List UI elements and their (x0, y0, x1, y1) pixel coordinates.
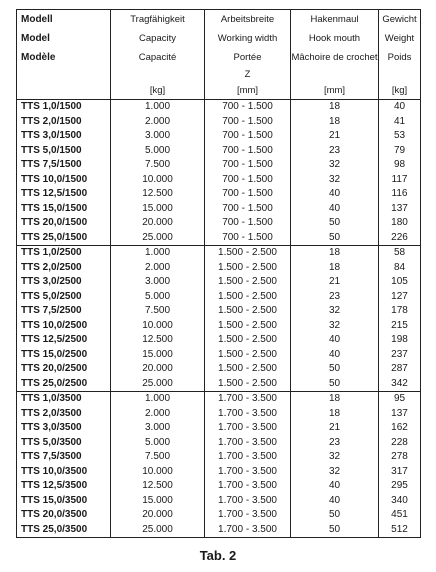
spec-table (16, 9, 421, 538)
group-1500 (17, 100, 421, 246)
cell-hook: 40 (291, 202, 379, 217)
cell-width: 700 - 1.500 (205, 129, 291, 144)
header-capacity-en: Capacity (111, 29, 205, 48)
cell-model: TTS 2,0/2500 (17, 261, 111, 276)
cell-width: 1.500 - 2.500 (205, 348, 291, 363)
cell-weight: 41 (379, 115, 421, 130)
cell-capacity: 25.000 (111, 377, 205, 392)
cell-capacity: 12.500 (111, 479, 205, 494)
cell-capacity: 25.000 (111, 523, 205, 538)
cell-model: TTS 12,5/3500 (17, 479, 111, 494)
header-z-blank-4 (379, 67, 421, 83)
table-row (17, 508, 421, 523)
cell-capacity: 12.500 (111, 333, 205, 348)
cell-hook: 23 (291, 290, 379, 305)
cell-model: TTS 20,0/1500 (17, 216, 111, 231)
cell-model: TTS 15,0/2500 (17, 348, 111, 363)
cell-hook: 18 (291, 407, 379, 422)
cell-width: 700 - 1.500 (205, 202, 291, 217)
cell-capacity: 20.000 (111, 362, 205, 377)
cell-model: TTS 25,0/1500 (17, 231, 111, 246)
header-width-fr: Portée (205, 48, 291, 67)
cell-model: TTS 3,0/3500 (17, 421, 111, 436)
header-width-en: Working width (205, 29, 291, 48)
header-model-fr: Modèle (17, 48, 111, 67)
table-row (17, 144, 421, 159)
cell-hook: 40 (291, 187, 379, 202)
cell-model: TTS 7,5/3500 (17, 450, 111, 465)
cell-capacity: 1.000 (111, 246, 205, 261)
cell-model: TTS 12,5/1500 (17, 187, 111, 202)
cell-model: TTS 1,0/3500 (17, 392, 111, 407)
table-row (17, 115, 421, 130)
cell-weight: 215 (379, 319, 421, 334)
cell-hook: 21 (291, 275, 379, 290)
cell-weight: 79 (379, 144, 421, 159)
table-row (17, 392, 421, 407)
unit-weight: [kg] (379, 83, 421, 100)
cell-weight: 340 (379, 494, 421, 509)
cell-hook: 21 (291, 421, 379, 436)
cell-model: TTS 3,0/2500 (17, 275, 111, 290)
cell-capacity: 10.000 (111, 319, 205, 334)
cell-hook: 40 (291, 479, 379, 494)
cell-hook: 32 (291, 465, 379, 480)
cell-weight: 342 (379, 377, 421, 392)
cell-weight: 317 (379, 465, 421, 480)
cell-weight: 237 (379, 348, 421, 363)
cell-capacity: 3.000 (111, 275, 205, 290)
cell-width: 1.500 - 2.500 (205, 362, 291, 377)
cell-capacity: 7.500 (111, 304, 205, 319)
cell-capacity: 10.000 (111, 173, 205, 188)
table-row (17, 421, 421, 436)
cell-model: TTS 7,5/2500 (17, 304, 111, 319)
cell-capacity: 20.000 (111, 508, 205, 523)
cell-width: 1.700 - 3.500 (205, 450, 291, 465)
cell-model: TTS 2,0/1500 (17, 115, 111, 130)
header-weight-fr: Poids (379, 48, 421, 67)
cell-model: TTS 1,0/2500 (17, 246, 111, 261)
cell-width: 1.500 - 2.500 (205, 290, 291, 305)
cell-weight: 95 (379, 392, 421, 407)
cell-width: 700 - 1.500 (205, 144, 291, 159)
cell-width: 1.700 - 3.500 (205, 508, 291, 523)
table-row (17, 187, 421, 202)
table-header (17, 10, 421, 100)
cell-hook: 18 (291, 261, 379, 276)
cell-width: 1.500 - 2.500 (205, 246, 291, 261)
cell-hook: 50 (291, 362, 379, 377)
table-row (17, 100, 421, 115)
group-3500 (17, 392, 421, 538)
table-caption: Tab. 2 (199, 548, 237, 563)
table-row (17, 407, 421, 422)
cell-capacity: 5.000 (111, 144, 205, 159)
cell-width: 1.700 - 3.500 (205, 494, 291, 509)
cell-hook: 40 (291, 494, 379, 509)
cell-capacity: 15.000 (111, 348, 205, 363)
cell-hook: 32 (291, 319, 379, 334)
cell-width: 1.700 - 3.500 (205, 465, 291, 480)
cell-capacity: 2.000 (111, 115, 205, 130)
cell-capacity: 1.000 (111, 392, 205, 407)
table-row (17, 450, 421, 465)
cell-weight: 116 (379, 187, 421, 202)
cell-hook: 32 (291, 450, 379, 465)
cell-capacity: 15.000 (111, 494, 205, 509)
cell-weight: 117 (379, 173, 421, 188)
table-row (17, 333, 421, 348)
unit-width: [mm] (205, 83, 291, 100)
table-row (17, 158, 421, 173)
cell-model: TTS 5,0/3500 (17, 436, 111, 451)
header-width-de: Arbeitsbreite (205, 10, 291, 30)
cell-model: TTS 7,5/1500 (17, 158, 111, 173)
cell-weight: 137 (379, 202, 421, 217)
cell-model: TTS 15,0/1500 (17, 202, 111, 217)
cell-hook: 18 (291, 115, 379, 130)
table-row (17, 246, 421, 261)
cell-width: 1.500 - 2.500 (205, 319, 291, 334)
cell-width: 700 - 1.500 (205, 216, 291, 231)
cell-hook: 50 (291, 523, 379, 538)
cell-model: TTS 25,0/3500 (17, 523, 111, 538)
cell-width: 700 - 1.500 (205, 187, 291, 202)
cell-capacity: 5.000 (111, 290, 205, 305)
table-row (17, 129, 421, 144)
cell-weight: 198 (379, 333, 421, 348)
cell-model: TTS 20,0/2500 (17, 362, 111, 377)
cell-width: 700 - 1.500 (205, 173, 291, 188)
cell-weight: 98 (379, 158, 421, 173)
cell-weight: 178 (379, 304, 421, 319)
table-row (17, 261, 421, 276)
cell-model: TTS 12,5/2500 (17, 333, 111, 348)
cell-capacity: 2.000 (111, 407, 205, 422)
table-row (17, 465, 421, 480)
table-row (17, 202, 421, 217)
cell-capacity: 3.000 (111, 129, 205, 144)
cell-width: 1.700 - 3.500 (205, 421, 291, 436)
unit-model (17, 83, 111, 100)
cell-model: TTS 5,0/1500 (17, 144, 111, 159)
cell-weight: 127 (379, 290, 421, 305)
header-weight-en: Weight (379, 29, 421, 48)
cell-capacity: 15.000 (111, 202, 205, 217)
cell-capacity: 7.500 (111, 450, 205, 465)
table-row (17, 304, 421, 319)
cell-hook: 40 (291, 348, 379, 363)
header-hook-de: Hakenmaul (291, 10, 379, 30)
cell-model: TTS 15,0/3500 (17, 494, 111, 509)
cell-capacity: 20.000 (111, 216, 205, 231)
header-capacity-de: Tragfähigkeit (111, 10, 205, 30)
cell-hook: 21 (291, 129, 379, 144)
cell-width: 1.500 - 2.500 (205, 304, 291, 319)
unit-hook: [mm] (291, 83, 379, 100)
cell-hook: 32 (291, 304, 379, 319)
cell-weight: 58 (379, 246, 421, 261)
cell-hook: 40 (291, 333, 379, 348)
cell-hook: 18 (291, 100, 379, 115)
header-capacity-fr: Capacité (111, 48, 205, 67)
cell-capacity: 2.000 (111, 261, 205, 276)
cell-width: 700 - 1.500 (205, 231, 291, 246)
header-model-en: Model (17, 29, 111, 48)
table-row (17, 231, 421, 246)
cell-weight: 53 (379, 129, 421, 144)
cell-capacity: 25.000 (111, 231, 205, 246)
cell-weight: 451 (379, 508, 421, 523)
table-row (17, 173, 421, 188)
cell-width: 700 - 1.500 (205, 115, 291, 130)
cell-capacity: 10.000 (111, 465, 205, 480)
table-row (17, 479, 421, 494)
cell-hook: 23 (291, 144, 379, 159)
table-row (17, 319, 421, 334)
cell-weight: 40 (379, 100, 421, 115)
table-row (17, 275, 421, 290)
cell-width: 1.700 - 3.500 (205, 392, 291, 407)
header-z-label: Z (205, 67, 291, 83)
cell-weight: 287 (379, 362, 421, 377)
cell-capacity: 3.000 (111, 421, 205, 436)
cell-width: 1.700 - 3.500 (205, 523, 291, 538)
table-row (17, 436, 421, 451)
cell-weight: 512 (379, 523, 421, 538)
cell-hook: 18 (291, 392, 379, 407)
cell-hook: 23 (291, 436, 379, 451)
cell-model: TTS 20,0/3500 (17, 508, 111, 523)
header-z-blank-1 (17, 67, 111, 83)
cell-weight: 162 (379, 421, 421, 436)
cell-weight: 278 (379, 450, 421, 465)
table-row (17, 377, 421, 392)
cell-width: 700 - 1.500 (205, 158, 291, 173)
header-model-de: Modell (17, 10, 111, 30)
cell-width: 1.500 - 2.500 (205, 333, 291, 348)
cell-weight: 226 (379, 231, 421, 246)
cell-width: 1.700 - 3.500 (205, 479, 291, 494)
header-z-blank-3 (291, 67, 379, 83)
table-row (17, 290, 421, 305)
cell-weight: 84 (379, 261, 421, 276)
cell-weight: 105 (379, 275, 421, 290)
cell-capacity: 5.000 (111, 436, 205, 451)
cell-model: TTS 5,0/2500 (17, 290, 111, 305)
table-row (17, 494, 421, 509)
cell-hook: 50 (291, 231, 379, 246)
cell-weight: 295 (379, 479, 421, 494)
cell-hook: 18 (291, 246, 379, 261)
cell-width: 1.500 - 2.500 (205, 261, 291, 276)
cell-model: TTS 25,0/2500 (17, 377, 111, 392)
cell-model: TTS 10,0/1500 (17, 173, 111, 188)
cell-model: TTS 2,0/3500 (17, 407, 111, 422)
cell-model: TTS 10,0/2500 (17, 319, 111, 334)
table-row (17, 523, 421, 538)
cell-width: 1.700 - 3.500 (205, 436, 291, 451)
cell-hook: 50 (291, 216, 379, 231)
cell-hook: 50 (291, 508, 379, 523)
group-2500 (17, 246, 421, 392)
unit-capacity: [kg] (111, 83, 205, 100)
table-row (17, 362, 421, 377)
header-weight-de: Gewicht (379, 10, 421, 30)
cell-width: 1.500 - 2.500 (205, 377, 291, 392)
cell-capacity: 12.500 (111, 187, 205, 202)
table-row (17, 348, 421, 363)
cell-capacity: 7.500 (111, 158, 205, 173)
cell-width: 1.500 - 2.500 (205, 275, 291, 290)
header-hook-en: Hook mouth (291, 29, 379, 48)
cell-model: TTS 10,0/3500 (17, 465, 111, 480)
table-row (17, 216, 421, 231)
cell-hook: 32 (291, 173, 379, 188)
cell-weight: 180 (379, 216, 421, 231)
cell-model: TTS 1,0/1500 (17, 100, 111, 115)
cell-model: TTS 3,0/1500 (17, 129, 111, 144)
cell-width: 700 - 1.500 (205, 100, 291, 115)
header-hook-fr: Mâchoire de crochet (291, 48, 379, 67)
cell-weight: 137 (379, 407, 421, 422)
cell-hook: 32 (291, 158, 379, 173)
header-z-blank-2 (111, 67, 205, 83)
cell-capacity: 1.000 (111, 100, 205, 115)
cell-hook: 50 (291, 377, 379, 392)
cell-width: 1.700 - 3.500 (205, 407, 291, 422)
cell-weight: 228 (379, 436, 421, 451)
